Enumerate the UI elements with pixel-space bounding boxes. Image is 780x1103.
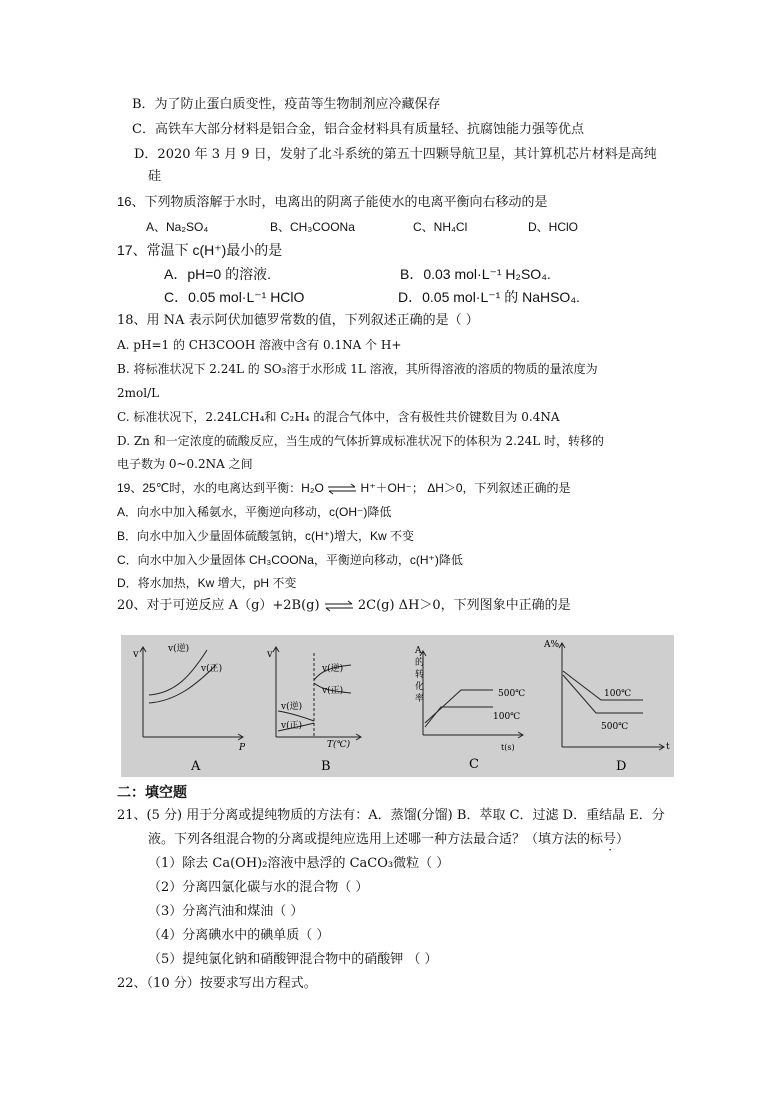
graph-c-ylabel-a: A [415, 646, 422, 656]
q18-option-b: B. 将标准状况下 2.24L 的 SO₃溶于水形成 1L 溶液，其所得溶液的溶质的物质的量浓度为 [117, 362, 598, 376]
option-c-line: C．高铁车大部分材料是铝合金，铝合金材料具有质量轻、抗腐蚀能力强等优点 [132, 122, 584, 137]
graph-b-label-upper-forward: v(正) [322, 686, 344, 696]
q18-option-b-cont: 2mol/L [117, 386, 160, 400]
graph-c-xlabel: t(s) [501, 743, 515, 752]
q21-close-paren: ） [616, 832, 630, 847]
question-17: 17、常温下 c(H⁺)最小的是 [117, 242, 283, 258]
graph-b-label-lower-top: v(逆) [281, 702, 303, 712]
graph-d-label-500: 500℃ [601, 722, 629, 732]
section-fill-blank-heading: 二：填空题 [117, 784, 187, 800]
q19-option-a: A．向水中加入稀氨水，平衡逆向移动，c(OH⁻)降低 [117, 505, 392, 519]
graph-a-curve-reverse [149, 650, 207, 695]
graph-a-label-reverse: v(逆) [168, 644, 190, 654]
q17-option-d: D．0.05 mol·L⁻¹ 的 NaHSO₄. [398, 289, 580, 305]
q17-option-b: B．0.03 mol·L⁻¹ H₂SO₄. [400, 266, 551, 282]
q17-option-c: C．0.05 mol·L⁻¹ HClO [164, 289, 305, 305]
q19-text-after: H⁺＋OH⁻； ΔH＞0，下列叙述正确的是 [360, 481, 571, 495]
graph-d-label-100: 100℃ [604, 689, 632, 699]
q21-item-3: （3）分离汽油和煤油（ ） [148, 904, 304, 919]
graph-a [140, 647, 243, 740]
question-21: 21、(5 分) 用于分离或提纯物质的方法有：A．蒸馏(分馏) B．萃取 C．过滤 D．重结晶 E．分 [117, 808, 665, 823]
q21-item-4: （4）分离碘水中的碘单质（ ） [148, 928, 330, 943]
q20-text-after: 2C(g) ΔH＞0，下列图象中正确的是 [357, 598, 571, 613]
graph-c-label-100: 100℃ [493, 712, 521, 722]
graph-b-caption: B [321, 759, 331, 774]
equilibrium-arrow-icon [327, 483, 357, 495]
q19-option-b: B．向水中加入少量固体硫酸氢钠，c(H⁺)增大，Kw 不变 [117, 529, 415, 543]
graph-b-xlabel: T(℃) [327, 740, 351, 750]
graphs-figure [121, 635, 674, 777]
graph-a-xlabel: P [239, 743, 246, 753]
graph-c-line-100 [425, 707, 493, 727]
question-20-stem [117, 597, 571, 615]
graph-a-caption: A [191, 759, 201, 774]
graph-c-label-500: 500℃ [498, 689, 526, 699]
q18-option-c: C. 标准状况下，2.24LCH₄和 C₂H₄ 的混合气体中，含有极性共价键数目为 0.4NA [117, 410, 560, 424]
q21-item-5: （5）提纯氯化钠和硝酸钾混合物中的硝酸钾 （ ） [148, 952, 438, 967]
graph-a-ylabel: v [133, 649, 139, 660]
graph-b-ylabel: v [267, 649, 273, 660]
graph-c-ylabel-hua: 化 [415, 682, 425, 692]
q16-option-a: A、Na₂SO₄ [146, 220, 209, 234]
graph-d-ylabel: A% [544, 640, 560, 650]
q20-text-before: 20、对于可逆反应 A（g）+2B(g) [117, 598, 320, 613]
q16-option-b: B、CH₃COONa [270, 220, 355, 234]
graph-b-label-upper-reverse: v(逆) [322, 664, 344, 674]
question-19-stem [117, 479, 571, 497]
q21-cont-text: 液。下列各组混合物的分离或提纯应选用上述哪一种方法最合适？（填方法的标 [148, 832, 604, 847]
q17-option-a: A．pH=0 的溶液. [164, 266, 271, 282]
option-b-line: B．为了防止蛋白质变性，疫苗等生物制剂应冷藏保存 [132, 97, 441, 112]
q16-option-d: D、HClO [528, 220, 578, 234]
question-22: 22、（10 分）按要求写出方程式。 [117, 976, 317, 991]
option-d-line-cont: 硅 [148, 169, 162, 184]
q16-option-c: C、NH₄Cl [413, 220, 468, 234]
q21-item-1: （1）除去 Ca(OH)₂溶液中悬浮的 CaCO₃微粒（ ） [148, 856, 450, 871]
graph-c-ylabel-zhuan: 转 [415, 670, 425, 680]
graph-c-ylabel-de: 的 [415, 658, 425, 668]
graph-c-caption: C [469, 757, 479, 772]
q21-item-2: （2）分离四氯化碳与水的混合物（ ） [148, 880, 369, 895]
q18-option-a: A. pH=1 的 CH3COOH 溶液中含有 0.1NA 个 H+ [117, 338, 402, 352]
question-21-cont [148, 831, 629, 849]
option-d-line: D．2020 年 3 月 9 日，发射了北斗系统的第五十四颗导航卫星，其计算机芯片材料是高纯 [134, 147, 657, 162]
q19-option-d: D．将水加热，Kw 增大，pH 不变 [117, 576, 297, 590]
graph-c-ylabel-lv: 率 [415, 694, 425, 704]
graph-d-xlabel: t [666, 742, 670, 752]
q19-option-c: C．向水中加入少量固体 CH₃COONa，平衡逆向移动，c(H⁺)降低 [117, 553, 463, 567]
equilibrium-arrow-icon [324, 600, 354, 612]
q19-text-before: 19、25℃时，水的电离达到平衡：H₂O [117, 481, 324, 495]
graph-a-label-forward: v(正) [201, 664, 223, 674]
q18-option-d: D. Zn 和一定浓度的硫酸反应，当生成的气体折算成标准状况下的体积为 2.24L 时，转移的 [117, 434, 605, 448]
question-16: 16、下列物质溶解于水时，电离出的阴离子能使水的电离平衡向右移动的是 [117, 194, 548, 209]
q18-option-d-cont: 电子数为 0~0.2NA 之间 [117, 457, 253, 471]
q21-emphasis-char: 号 [603, 832, 617, 847]
question-18: 18、用 NA 表示阿伏加德罗常数的值，下列叙述正确的是（ ） [117, 313, 479, 328]
graph-d-caption: D [616, 759, 627, 774]
graph-b-label-lower-bottom: v(正) [281, 721, 303, 731]
